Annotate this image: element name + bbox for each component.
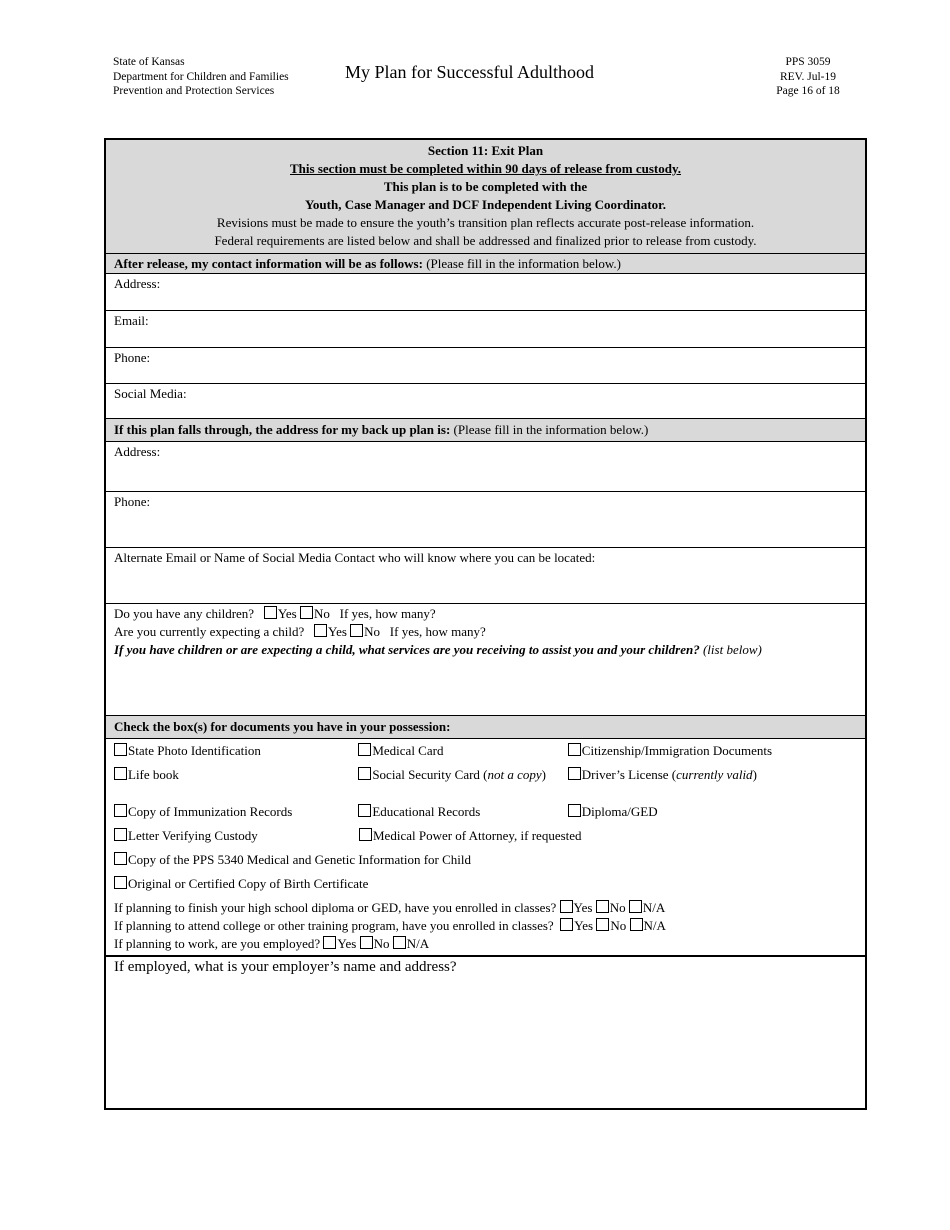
- doc-state-id-label: State Photo Identification: [128, 743, 261, 758]
- doc-birth-cert-label: Original or Certified Copy of Birth Certificate: [128, 876, 369, 891]
- contact-heading-note: (Please fill in the information below.): [422, 256, 622, 271]
- services-question[interactable]: [114, 641, 857, 659]
- documents-checklist: [106, 739, 865, 954]
- plan-school-yes-checkbox[interactable]: [560, 900, 573, 913]
- doc-drivers-end: ): [752, 767, 757, 782]
- plan-school-no-checkbox[interactable]: [596, 900, 609, 913]
- form-number: PPS 3059: [785, 56, 831, 68]
- doc-diploma-checkbox[interactable]: [568, 804, 581, 817]
- children-count-label: If yes, how many?: [339, 606, 436, 621]
- doc-pps5340-label: Copy of the PPS 5340 Medical and Genetic Information for Child: [128, 852, 472, 867]
- contact-phone-label: Phone:: [114, 350, 151, 365]
- doc-educational[interactable]: [358, 803, 567, 827]
- page-number: Page 16 of 18: [776, 85, 840, 97]
- doc-custody-letter[interactable]: [114, 827, 359, 851]
- plan-college-no-label: No: [610, 918, 627, 933]
- documents-heading-label: Check the box(s) for documents you have in your possession:: [114, 719, 451, 734]
- plan-college-yes-checkbox[interactable]: [560, 918, 573, 931]
- plan-work-yes-label: Yes: [337, 936, 357, 951]
- doc-diploma[interactable]: [568, 803, 857, 827]
- department-name: Department for Children and Families: [113, 70, 289, 83]
- plan-school-question: [114, 899, 857, 917]
- doc-birth-cert-checkbox[interactable]: [114, 876, 127, 889]
- doc-drivers-label: Driver’s License (: [581, 767, 677, 782]
- children-yes-label: Yes: [277, 606, 297, 621]
- backup-heading-label: If this plan falls through, the address for my back up plan is:: [114, 422, 451, 437]
- contact-heading: [106, 254, 865, 274]
- contact-email-label: Email:: [114, 313, 149, 328]
- backup-address-field[interactable]: [106, 442, 865, 492]
- contact-social-field[interactable]: [106, 384, 865, 419]
- doc-custody-letter-label: Letter Verifying Custody: [128, 828, 258, 843]
- doc-medical-card-checkbox[interactable]: [358, 743, 371, 756]
- plan-school-label: If planning to finish your high school diploma or GED, have you enrolled in classes?: [114, 900, 557, 915]
- plan-college-no-checkbox[interactable]: [596, 918, 609, 931]
- doc-medical-poa[interactable]: [359, 827, 759, 851]
- plan-work-yes-checkbox[interactable]: [323, 936, 336, 949]
- backup-phone-label: Phone:: [114, 494, 151, 509]
- doc-poa-checkbox[interactable]: [359, 828, 372, 841]
- agency-block: [113, 55, 289, 99]
- plan-work-no-checkbox[interactable]: [360, 936, 373, 949]
- contact-heading-label: After release, my contact information will be as follows:: [114, 256, 423, 271]
- doc-educational-label: Educational Records: [372, 804, 481, 819]
- plan-college-na-label: N/A: [643, 918, 666, 933]
- contact-phone-field[interactable]: [106, 348, 865, 384]
- section-title: Section 11: Exit Plan: [427, 143, 544, 158]
- children-section: [106, 604, 865, 716]
- doc-pps5340[interactable]: [114, 851, 857, 875]
- doc-medical-card[interactable]: [358, 742, 567, 766]
- expecting-question: [114, 623, 857, 641]
- children-no-label: No: [313, 606, 330, 621]
- children-question: [114, 605, 857, 623]
- expecting-no-label: No: [364, 624, 381, 639]
- plan-work-na-label: N/A: [406, 936, 430, 951]
- doc-diploma-label: Diploma/GED: [581, 804, 658, 819]
- doc-immunization-checkbox[interactable]: [114, 804, 127, 817]
- doc-drivers-note: currently valid: [676, 767, 753, 782]
- plan-school-na-checkbox[interactable]: [629, 900, 642, 913]
- doc-citizenship-checkbox[interactable]: [568, 743, 581, 756]
- plan-college-na-checkbox[interactable]: [630, 918, 643, 931]
- section-note-1: Revisions must be made to ensure the youth’s transition plan reflects accurate post-release information.: [216, 215, 755, 230]
- backup-address-label: Address:: [114, 444, 161, 459]
- doc-pps5340-checkbox[interactable]: [114, 852, 127, 865]
- form-id-block: [760, 55, 856, 99]
- alternate-contact-field[interactable]: [106, 548, 865, 604]
- plan-college-question: [114, 917, 857, 935]
- doc-poa-label: Medical Power of Attorney, if requested: [373, 828, 582, 843]
- backup-heading-note: (Please fill in the information below.): [450, 422, 649, 437]
- contact-email-field[interactable]: [106, 311, 865, 348]
- doc-ssc-end: ): [541, 767, 546, 782]
- doc-drivers-checkbox[interactable]: [568, 767, 581, 780]
- alternate-contact-label: Alternate Email or Name of Social Media Contact who will know where you can be located:: [114, 550, 596, 565]
- revision-date: REV. Jul-19: [779, 70, 837, 83]
- doc-life-book-checkbox[interactable]: [114, 767, 127, 780]
- division-name: Prevention and Protection Services: [113, 85, 275, 97]
- doc-life-book-label: Life book: [128, 767, 179, 782]
- doc-citizenship-label: Citizenship/Immigration Documents: [581, 743, 773, 758]
- doc-ssc-checkbox[interactable]: [358, 767, 371, 780]
- doc-ssc-label: Social Security Card (: [372, 767, 488, 782]
- children-question-label: Do you have any children?: [114, 606, 255, 621]
- doc-custody-letter-checkbox[interactable]: [114, 828, 127, 841]
- plan-college-label: If planning to attend college or other training program, have you enrolled in classes?: [114, 918, 554, 933]
- children-yes-checkbox[interactable]: [264, 606, 277, 619]
- plan-work-label: If planning to work, are you employed?: [114, 936, 321, 951]
- doc-ssc-note: not a copy: [487, 767, 542, 782]
- employer-field[interactable]: [104, 955, 867, 1110]
- section-header: [106, 140, 865, 254]
- doc-immunization[interactable]: [114, 803, 358, 827]
- section-instruction-1: This plan is to be completed with the: [383, 179, 588, 194]
- section-deadline: This section must be completed within 90 days of release from custody.: [290, 161, 681, 176]
- doc-life-book[interactable]: [114, 766, 358, 803]
- doc-state-id[interactable]: [114, 742, 358, 766]
- expecting-yes-checkbox[interactable]: [314, 624, 327, 637]
- doc-medical-card-label: Medical Card: [372, 743, 444, 758]
- expecting-no-checkbox[interactable]: [350, 624, 363, 637]
- backup-phone-field[interactable]: [106, 492, 865, 548]
- documents-heading: [106, 716, 865, 739]
- contact-address-field[interactable]: [106, 274, 865, 311]
- services-note: (list below): [699, 642, 762, 657]
- expecting-yes-label: Yes: [327, 624, 347, 639]
- doc-educational-checkbox[interactable]: [358, 804, 371, 817]
- doc-ssc[interactable]: [358, 766, 547, 803]
- doc-birth-certificate[interactable]: [114, 875, 857, 899]
- plan-school-yes-label: Yes: [573, 900, 593, 915]
- contact-social-label: Social Media:: [114, 386, 187, 401]
- section-note-2: Federal requirements are listed below and shall be addressed and finalized prior to release from custody.: [214, 233, 757, 248]
- employer-question-label: If employed, what is your employer’s name and address?: [114, 959, 457, 975]
- children-no-checkbox[interactable]: [300, 606, 313, 619]
- plan-college-yes-label: Yes: [574, 918, 594, 933]
- plan-work-no-label: No: [373, 936, 390, 951]
- plan-work-question: [114, 935, 857, 953]
- plan-work-na-checkbox[interactable]: [393, 936, 406, 949]
- expecting-question-label: Are you currently expecting a child?: [114, 624, 305, 639]
- doc-state-id-checkbox[interactable]: [114, 743, 127, 756]
- services-question-label: If you have children or are expecting a child, what services are you receiving to assist you and your children?: [114, 642, 700, 657]
- contact-address-label: Address:: [114, 276, 161, 291]
- state-name: State of Kansas: [113, 56, 185, 68]
- doc-immunization-label: Copy of Immunization Records: [128, 804, 293, 819]
- expecting-count-label: If yes, how many?: [389, 624, 486, 639]
- plan-school-no-label: No: [609, 900, 626, 915]
- backup-heading: [106, 419, 865, 442]
- document-title: My Plan for Successful Adulthood: [345, 62, 594, 82]
- plan-school-na-label: N/A: [642, 900, 666, 915]
- doc-citizenship[interactable]: [568, 742, 857, 766]
- section-instruction-2: Youth, Case Manager and DCF Independent Living Coordinator.: [304, 197, 667, 212]
- doc-drivers-license[interactable]: [568, 766, 857, 803]
